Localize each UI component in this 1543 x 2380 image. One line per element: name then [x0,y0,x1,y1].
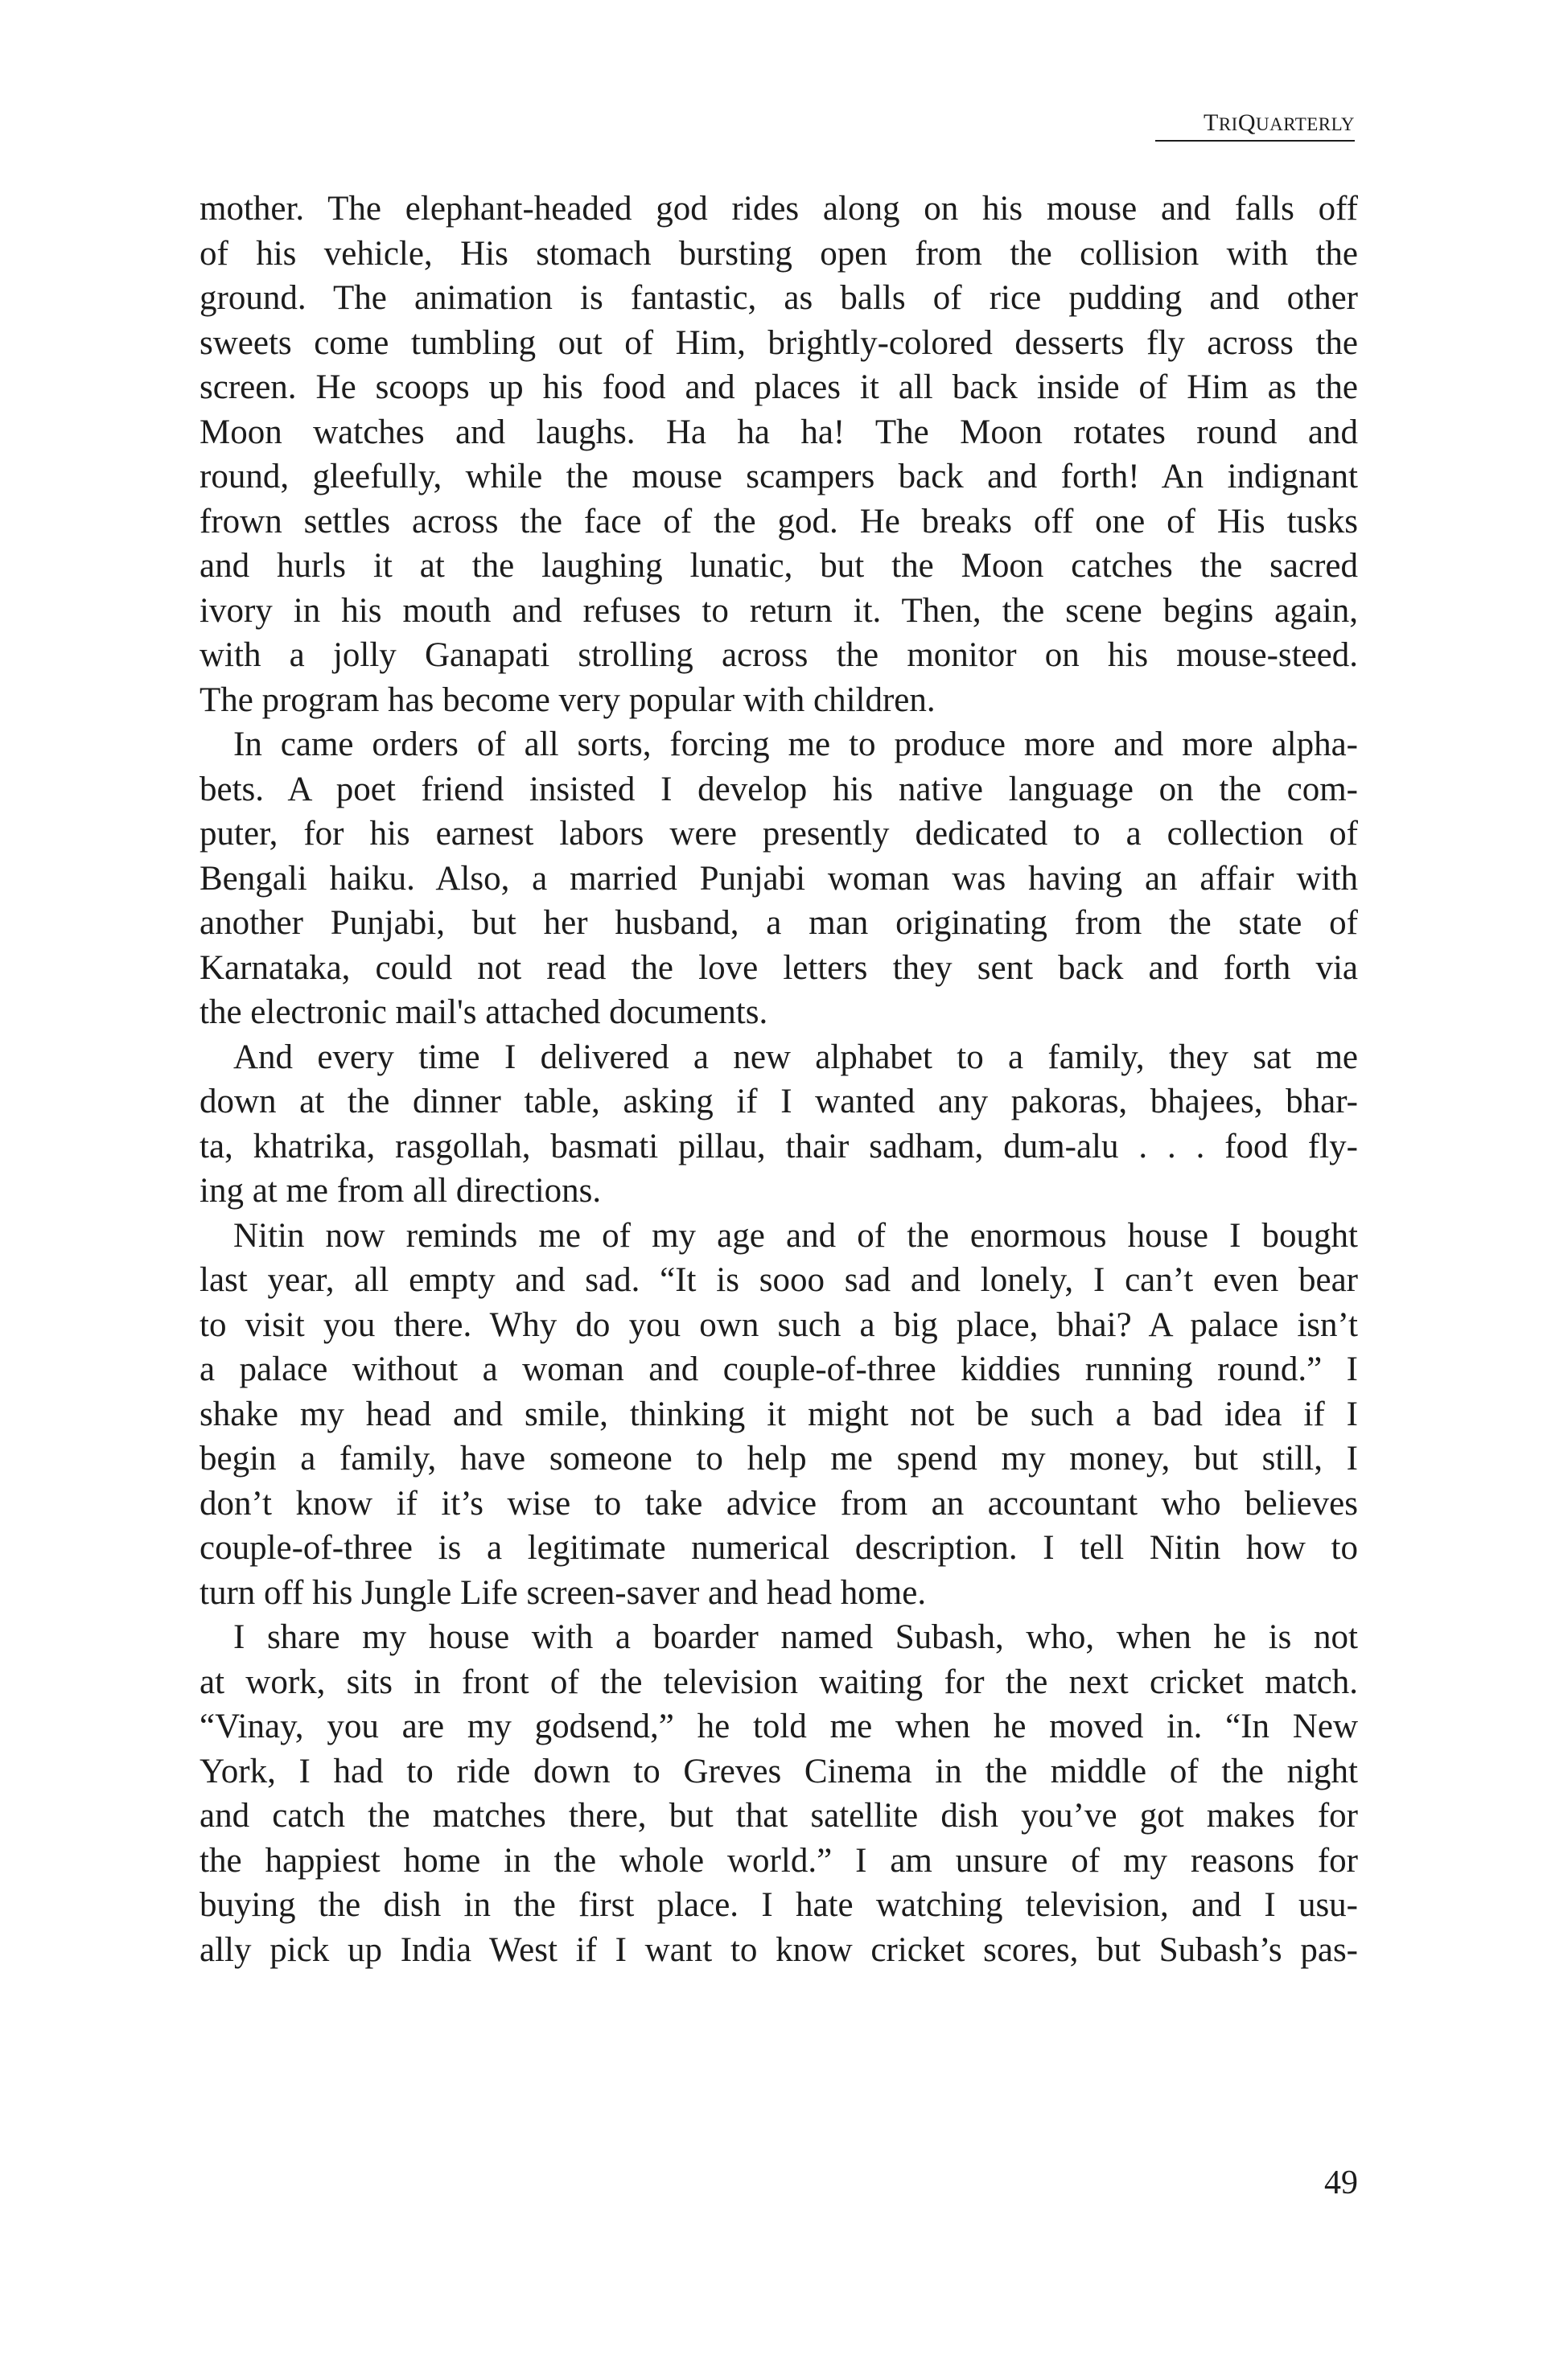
text-line: ally pick up India West if I want to know cricket scores, but Subash’s pas- [200,1930,1358,1969]
text-line: of his vehicle, His stomach bursting open from the collision with the [200,234,1358,273]
running-head-initial-q: Q [1237,109,1257,136]
text-line: ta, khatrika, rasgollah, basmati pillau, thair sadham, dum-alu . . . food fly- [200,1127,1358,1165]
text-line: buying the dish in the first place. I hate watching television, and I usu- [200,1886,1358,1924]
body-text [200,187,1358,1972]
paragraph-start-line: In came orders of all sorts, forcing me to produce more and more alpha- [233,726,1358,763]
text-line: couple-of-three is a legitimate numerical description. I tell Nitin how to [200,1529,1358,1567]
text-line: to visit you there. Why do you own such a big place, bhai? A palace isn’t [200,1305,1358,1344]
text-line: puter, for his earnest labors were presently dedicated to a collection of [200,815,1358,853]
text-line: the electronic mail's attached documents. [200,993,768,1031]
text-line: The program has become very popular with children. [200,680,936,719]
text-line: ground. The animation is fantastic, as balls of rice pudding and other [200,279,1358,317]
text-line: bets. A poet friend insisted I develop his native language on the com- [200,770,1358,808]
paragraph-start-line: I share my house with a boarder named Subash, who, when he is not [233,1618,1358,1656]
text-line: ing at me from all directions. [200,1172,602,1210]
text-line: and hurls it at the laughing lunatic, but the Moon catches the sacred [200,547,1358,585]
text-line: “Vinay, you are my godsend,” he told me when he moved in. “In New [200,1708,1358,1745]
page-number: 49 [1324,2164,1358,2201]
text-line: frown settles across the face of the god. He breaks off one of His tusks [200,502,1358,541]
running-head-initial-t: T [1204,109,1219,136]
text-line: shake my head and smile, thinking it might not be such a bad idea if I [200,1395,1358,1433]
text-line: mother. The elephant-headed god rides along on his mouse and falls off [200,190,1358,228]
running-head-small-caps-1: RI [1218,114,1238,134]
text-line: Karnataka, could not read the love letters they sent back and forth via [200,948,1358,987]
text-line: don’t know if it’s wise to take advice from an accountant who believes [200,1484,1358,1523]
text-line: turn off his Jungle Life screen-saver and head home. [200,1573,927,1612]
text-line: Bengali haiku. Also, a married Punjabi woman was having an affair with [200,859,1358,898]
text-line: a palace without a woman and couple-of-three kiddies running round.” I [200,1350,1358,1388]
text-line: and catch the matches there, but that satellite dish you’ve got makes for [200,1797,1358,1835]
text-line: Moon watches and laughs. Ha ha ha! The Moon rotates round and [200,413,1358,451]
running-head-small-caps-2: UARTERLY [1256,114,1355,134]
text-line: York, I had to ride down to Greves Cinema in the middle of the night [200,1752,1358,1790]
text-line: the happiest home in the whole world.” I am unsure of my reasons for [200,1841,1358,1880]
text-line: with a jolly Ganapati strolling across the monitor on his mouse-steed. [200,636,1358,674]
paragraph-start-line: Nitin now reminds me of my age and of the enormous house I bought [233,1216,1358,1255]
text-line: another Punjabi, but her husband, a man originating from the state of [200,904,1358,942]
running-head [1155,111,1355,142]
text-line: begin a family, have someone to help me spend my money, but still, I [200,1440,1358,1478]
text-line: screen. He scoops up his food and places it all back inside of Him as the [200,368,1358,406]
paragraph-start-line: And every time I delivered a new alphabet to a family, they sat me [233,1038,1358,1076]
text-line: round, gleefully, while the mouse scampers back and forth! An indignant [200,458,1358,495]
text-line: ivory in his mouth and refuses to return it. Then, the scene begins again, [200,591,1358,630]
text-line: last year, all empty and sad. “It is sooo sad and lonely, I can’t even bear [200,1261,1358,1299]
text-line: down at the dinner table, asking if I wanted any pakoras, bhajees, bhar- [200,1083,1358,1120]
text-line: at work, sits in front of the television waiting for the next cricket match. [200,1663,1358,1701]
text-line: sweets come tumbling out of Him, brightly-colored desserts fly across the [200,323,1358,362]
